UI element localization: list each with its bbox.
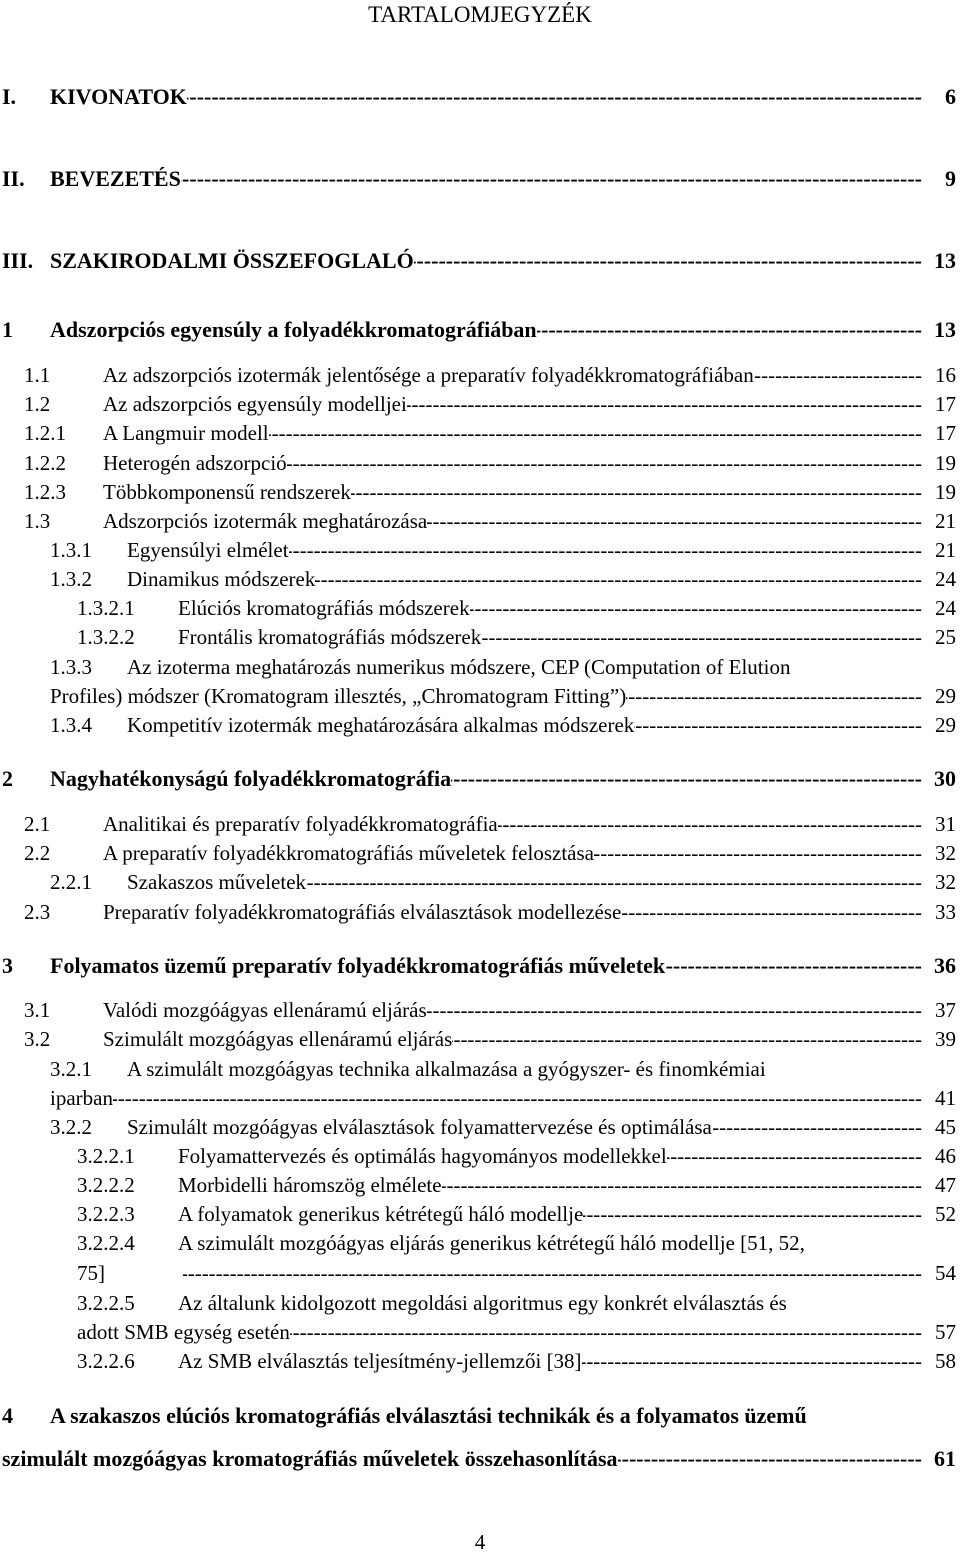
toc-entry-page: 45	[935, 1115, 956, 1139]
toc-entry-title-continued: adott SMB egység esetén	[77, 1320, 290, 1344]
toc-dot-leader	[427, 508, 922, 534]
toc-dot-leader	[634, 712, 922, 738]
toc-entry[interactable]	[77, 624, 956, 650]
toc-entry-title: A folyamatok generikus kétrétegű háló modellje	[178, 1202, 584, 1226]
toc-entry-title: Kompetitív izotermák meghatározására alkalmas módszerek	[127, 713, 635, 737]
toc-entry-title: Szimulált mozgóágyas elválasztások folyamattervezése és optimálása	[127, 1115, 712, 1139]
toc-entry[interactable]	[77, 1319, 956, 1345]
toc-entry-number: 3.2	[24, 1027, 51, 1051]
toc-entry-title: A Langmuir modell	[103, 421, 269, 445]
toc-entry-title: KIVONATOK	[50, 84, 187, 109]
toc-entry[interactable]	[24, 899, 956, 925]
toc-entry-page: 37	[935, 998, 956, 1022]
toc-entry[interactable]	[50, 1085, 956, 1111]
toc-entry-page: 19	[935, 451, 956, 475]
toc-entry-number: 3.2.2.5	[77, 1291, 135, 1315]
toc-entry-title: Az izoterma meghatározás numerikus módszere, CEP (Computation of Elution	[127, 655, 791, 679]
toc-entry-title: Morbidelli háromszög elmélete	[178, 1173, 442, 1197]
toc-entry[interactable]	[2, 248, 956, 274]
toc-entry-page: 29	[935, 713, 956, 737]
toc-entry[interactable]	[2, 166, 956, 192]
toc-entry-title: Frontális kromatográfiás módszerek	[178, 625, 482, 649]
toc-entry-number: 4	[2, 1403, 13, 1428]
toc-entry-title-continued: iparban	[50, 1086, 113, 1110]
toc-entry-first-line[interactable]	[77, 1290, 787, 1316]
toc-entry-number: 1	[2, 317, 13, 342]
toc-entry-number: 1.3.4	[50, 713, 92, 737]
toc-entry-page: 24	[935, 567, 956, 591]
toc-entry-title: Folyamatos üzemű preparatív folyadékkromatográfiás műveletek	[50, 953, 666, 978]
toc-entry-page: 32	[935, 870, 956, 894]
toc-entry-number: 1.2	[24, 392, 51, 416]
toc-entry-page: 21	[935, 509, 956, 533]
toc-entry[interactable]	[24, 508, 956, 534]
toc-entry-title: Az adszorpciós egyensúly modelljei	[103, 392, 407, 416]
toc-dot-leader	[287, 450, 922, 476]
toc-entry-number: 1.2.3	[24, 480, 66, 504]
toc-dot-leader	[582, 1348, 922, 1374]
toc-entry[interactable]	[24, 1026, 956, 1052]
toc-entry-number: 1.2.1	[24, 421, 66, 445]
toc-entry-page: 29	[935, 684, 956, 708]
toc-entry-title: Szimulált mozgóágyas ellenáramú eljárás	[103, 1027, 453, 1051]
toc-entry-title: Egyensúlyi elmélet	[127, 538, 289, 562]
toc-entry[interactable]	[50, 566, 956, 592]
toc-dot-leader	[289, 537, 922, 563]
toc-entry-number: 2	[2, 766, 13, 791]
toc-entry-title: Analitikai és preparatív folyadékkromatográfia	[103, 812, 498, 836]
toc-entry[interactable]	[77, 1201, 956, 1227]
page-number: 4	[474, 1530, 486, 1554]
toc-entry[interactable]	[24, 997, 956, 1023]
toc-entry[interactable]	[2, 84, 956, 110]
toc-dot-leader	[187, 84, 922, 110]
toc-entry[interactable]	[77, 1172, 956, 1198]
toc-dot-leader	[183, 1260, 922, 1286]
toc-entry-title: A szimulált mozgóágyas technika alkalmazása a gyógyszer- és finomkémiai	[127, 1057, 766, 1081]
toc-entry-title: Az adszorpciós izotermák jelentősége a preparatív folyadékkromatográfiában	[103, 363, 754, 387]
toc-entry[interactable]	[24, 362, 956, 388]
toc-entry-title: SZAKIRODALMI ÖSSZEFOGLALÓ	[50, 248, 414, 273]
toc-dot-leader	[113, 1085, 922, 1111]
toc-entry-title: Az általunk kidolgozott megoldási algoritmus egy konkrét elválasztás és	[178, 1291, 787, 1315]
toc-entry[interactable]	[50, 869, 956, 895]
toc-entry-title: BEVEZETÉS	[50, 166, 181, 191]
toc-entry-title: A preparatív folyadékkromatográfiás műveletek felosztása	[103, 841, 594, 865]
toc-entry-title: Adszorpciós izotermák meghatározása	[103, 509, 428, 533]
toc-entry-number: 3.2.2.4	[77, 1231, 135, 1255]
toc-dot-leader	[407, 391, 922, 417]
toc-entry-page: 30	[934, 766, 956, 791]
toc-entry[interactable]	[2, 953, 956, 979]
toc-dot-leader	[537, 317, 922, 343]
toc-entry-title-continued: szimulált mozgóágyas kromatográfiás műveletek összehasonlítása	[2, 1446, 618, 1471]
toc-entry-page: 39	[935, 1027, 956, 1051]
toc-entry-page: 61	[934, 1446, 956, 1471]
toc-entry[interactable]	[77, 1348, 956, 1374]
toc-entry-number: 2.2	[24, 841, 51, 865]
toc-entry-page: 25	[935, 625, 956, 649]
toc-entry-first-line[interactable]	[50, 654, 790, 680]
toc-entry-number: 1.3.2	[50, 567, 92, 591]
toc-entry-number: III.	[2, 248, 34, 273]
toc-dot-leader	[618, 1446, 922, 1472]
page-title: TARTALOMJEGYZÉK	[368, 2, 592, 27]
toc-entry-number: 3.2.2.2	[77, 1173, 135, 1197]
toc-entry-page: 32	[935, 841, 956, 865]
toc-entry-number: II.	[2, 166, 25, 191]
toc-entry-number: 3.1	[24, 998, 51, 1022]
toc-entry-number: 1.3.3	[50, 655, 92, 679]
toc-entry-first-line[interactable]	[77, 1230, 805, 1256]
toc-entry[interactable]	[50, 1114, 956, 1140]
toc-entry-title-continued: Profiles) módszer (Kromatogram illesztés, „Chromatogram Fitting”)	[50, 684, 627, 708]
toc-dot-leader	[452, 1026, 922, 1052]
toc-entry-page: 17	[935, 392, 956, 416]
toc-entry[interactable]	[50, 683, 956, 709]
toc-dot-leader	[306, 869, 922, 895]
toc-dot-leader	[351, 479, 922, 505]
toc-entry-page: 21	[935, 538, 956, 562]
toc-entry-number: I.	[2, 84, 17, 109]
toc-entry-title: Az SMB elválasztás teljesítmény-jellemzői [38]	[178, 1349, 582, 1373]
toc-dot-leader	[498, 811, 922, 837]
toc-dot-leader	[269, 420, 922, 446]
toc-entry-title: Preparatív folyadékkromatográfiás elválasztások modellezése	[103, 900, 622, 924]
toc-dot-leader	[754, 362, 922, 388]
toc-entry-number: 1.1	[24, 363, 51, 387]
toc-entry[interactable]	[77, 595, 956, 621]
toc-entry-page: 52	[935, 1202, 956, 1226]
toc-entry-page: 57	[935, 1320, 956, 1344]
toc-entry-title: A szakaszos elúciós kromatográfiás elválasztási technikák és a folyamatos üzemű	[50, 1403, 807, 1428]
toc-entry-page: 16	[935, 363, 956, 387]
toc-entry-page: 41	[935, 1086, 956, 1110]
toc-dot-leader	[315, 566, 922, 592]
toc-entry[interactable]	[50, 712, 956, 738]
toc-entry-title: Szakaszos műveletek	[127, 870, 307, 894]
toc-entry-page: 24	[935, 596, 956, 620]
toc-entry[interactable]	[2, 1446, 956, 1472]
toc-entry-number: 2.3	[24, 900, 51, 924]
toc-entry-page: 58	[935, 1349, 956, 1373]
toc-dot-leader	[626, 683, 922, 709]
toc-entry-number: 3	[2, 953, 13, 978]
toc-entry-page: 46	[935, 1144, 956, 1168]
toc-dot-leader	[667, 1143, 922, 1169]
toc-entry-page: 6	[945, 84, 956, 109]
toc-dot-leader	[481, 624, 922, 650]
toc-entry-number: 3.2.2	[50, 1115, 92, 1139]
toc-entry-number: 1.2.2	[24, 451, 66, 475]
toc-entry-number: 3.2.2.6	[77, 1349, 135, 1373]
toc-dot-leader	[414, 248, 922, 274]
toc-entry-number: 3.2.2.3	[77, 1202, 135, 1226]
toc-entry[interactable]	[24, 811, 956, 837]
toc-entry-number: 2.1	[24, 812, 51, 836]
toc-entry-page: 13	[934, 317, 956, 342]
toc-entry-page: 36	[934, 953, 956, 978]
toc-dot-leader	[712, 1114, 922, 1140]
toc-entry-title: Nagyhatékonyságú folyadékkromatográfia	[50, 766, 452, 791]
toc-dot-leader	[665, 953, 922, 979]
toc-entry[interactable]	[24, 479, 956, 505]
toc-entry[interactable]	[24, 450, 956, 476]
toc-entry[interactable]	[24, 420, 956, 446]
toc-entry[interactable]	[77, 1260, 956, 1286]
toc-dot-leader	[290, 1319, 922, 1345]
toc-entry-number: 1.3.2.1	[77, 596, 135, 620]
toc-entry[interactable]	[24, 840, 956, 866]
toc-entry-page: 31	[935, 812, 956, 836]
toc-entry-page: 47	[935, 1173, 956, 1197]
toc-entry-number: 3.2.2.1	[77, 1144, 135, 1168]
toc-dot-leader	[451, 766, 922, 792]
toc-dot-leader	[621, 899, 922, 925]
toc-entry-page: 54	[935, 1261, 956, 1285]
toc-entry-title: Elúciós kromatográfiás módszerek	[178, 596, 470, 620]
toc-dot-leader	[427, 997, 922, 1023]
toc-entry-first-line[interactable]	[50, 1056, 766, 1082]
toc-entry-title: Adszorpciós egyensúly a folyadékkromatográfiában	[50, 317, 537, 342]
toc-entry-number: 3.2.1	[50, 1057, 92, 1081]
toc-entry-first-line[interactable]	[2, 1403, 807, 1429]
toc-entry-number: 1.3.1	[50, 538, 92, 562]
toc-dot-leader	[594, 840, 922, 866]
toc-entry-title: Valódi mozgóágyas ellenáramú eljárás	[103, 998, 427, 1022]
toc-entry[interactable]	[77, 1143, 956, 1169]
toc-entry-page: 33	[935, 900, 956, 924]
toc-dot-leader	[181, 166, 922, 192]
toc-entry-title: Többkomponensű rendszerek	[103, 480, 351, 504]
toc-entry-page: 17	[935, 421, 956, 445]
toc-entry[interactable]	[50, 537, 956, 563]
toc-entry-number: 2.2.1	[50, 870, 92, 894]
toc-entry-title: Heterogén adszorpció	[103, 451, 287, 475]
toc-entry-number: 1.3.2.2	[77, 625, 135, 649]
toc-entry-title: Dinamikus módszerek	[127, 567, 316, 591]
toc-entry-number: 1.3	[24, 509, 51, 533]
toc-entry[interactable]	[24, 391, 956, 417]
toc-dot-leader	[442, 1172, 922, 1198]
toc-entry[interactable]	[2, 766, 956, 792]
toc-entry-page: 9	[945, 166, 956, 191]
toc-dot-leader	[583, 1201, 922, 1227]
toc-entry-title: Folyamattervezés és optimálás hagyományos modellekkel	[178, 1144, 667, 1168]
toc-entry[interactable]	[2, 317, 956, 343]
toc-entry-page: 19	[935, 480, 956, 504]
toc-entry-title: A szimulált mozgóágyas eljárás generikus kétrétegű háló modellje [51, 52,	[178, 1231, 805, 1255]
toc-dot-leader	[470, 595, 922, 621]
toc-entry-title-continued: 75]	[77, 1261, 105, 1285]
toc-entry-page: 13	[934, 248, 956, 273]
